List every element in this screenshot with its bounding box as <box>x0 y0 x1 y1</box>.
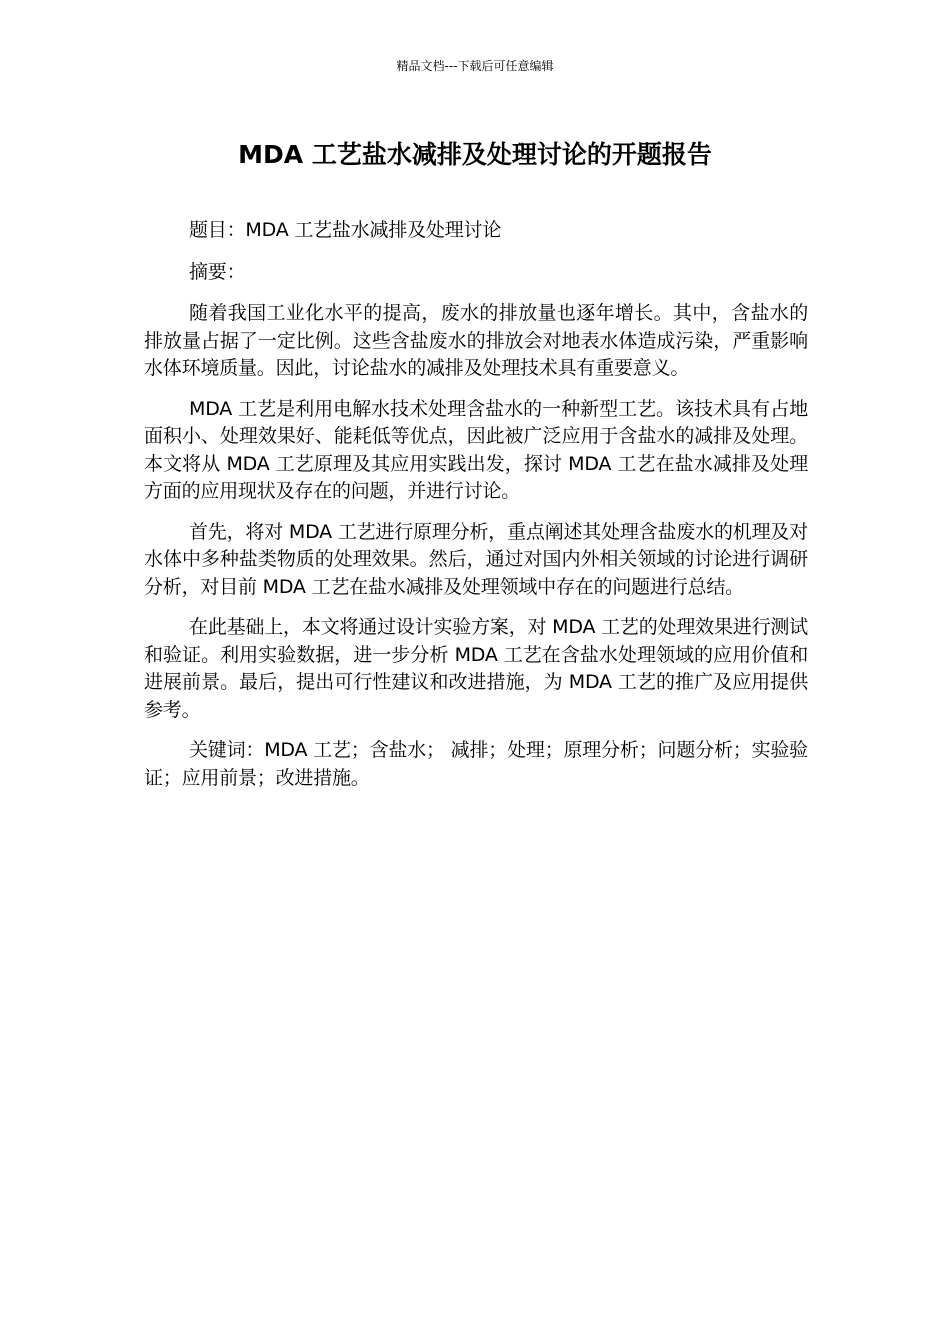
abstract-paragraph-2: MDA 工艺是利用电解水技术处理含盐水的一种新型工艺。该技术具有占地面积小、处理效果好、能耗低等优点，因此被广泛应用于含盐水的减排及处理。本文将从 MDA 工艺原理及其应用实践出发，探讨 MDA 工艺在盐水减排及处理方面的应用现状及存在的问题，并进行讨论。 <box>144 397 808 502</box>
document-body <box>144 217 808 805</box>
abstract-label: 摘要： <box>189 260 246 283</box>
document-title: MDA 工艺盐水减排及处理讨论的开题报告 <box>238 140 712 169</box>
abstract-paragraph-4: 在此基础上，本文将通过设计实验方案，对 MDA 工艺的处理效果进行测试和验证。利用实验数据，进一步分析 MDA 工艺在含盐水处理领域的应用价值和进展前景。最后，提出可行性建议和改进措施，为 MDA 工艺的推广及应用提供参考。 <box>144 616 808 721</box>
abstract-paragraph-3: 首先，将对 MDA 工艺进行原理分析，重点阐述其处理含盐废水的机理及对水体中多种盐类物质的处理效果。然后，通过对国内外相关领域的讨论进行调研分析，对目前 MDA 工艺在盐水减排及处理领域中存在的问题进行总结。 <box>144 520 808 598</box>
abstract-paragraph-1: 随着我国工业化水平的提高，废水的排放量也逐年增长。其中，含盐水的排放量占据了一定比例。这些含盐废水的排放会对地表水体造成污染，严重影响水体环境质量。因此，讨论盐水的减排及处理技术具有重要意义。 <box>144 302 808 379</box>
page-header-note: 精品文档---下载后可任意编辑 <box>396 59 554 73</box>
topic-line: 题目：MDA 工艺盐水减排及处理讨论 <box>189 219 502 241</box>
keywords-line: 关键词：MDA 工艺；含盐水； 减排；处理；原理分析；问题分析；实验验证；应用前景；改进措施。 <box>144 739 808 789</box>
